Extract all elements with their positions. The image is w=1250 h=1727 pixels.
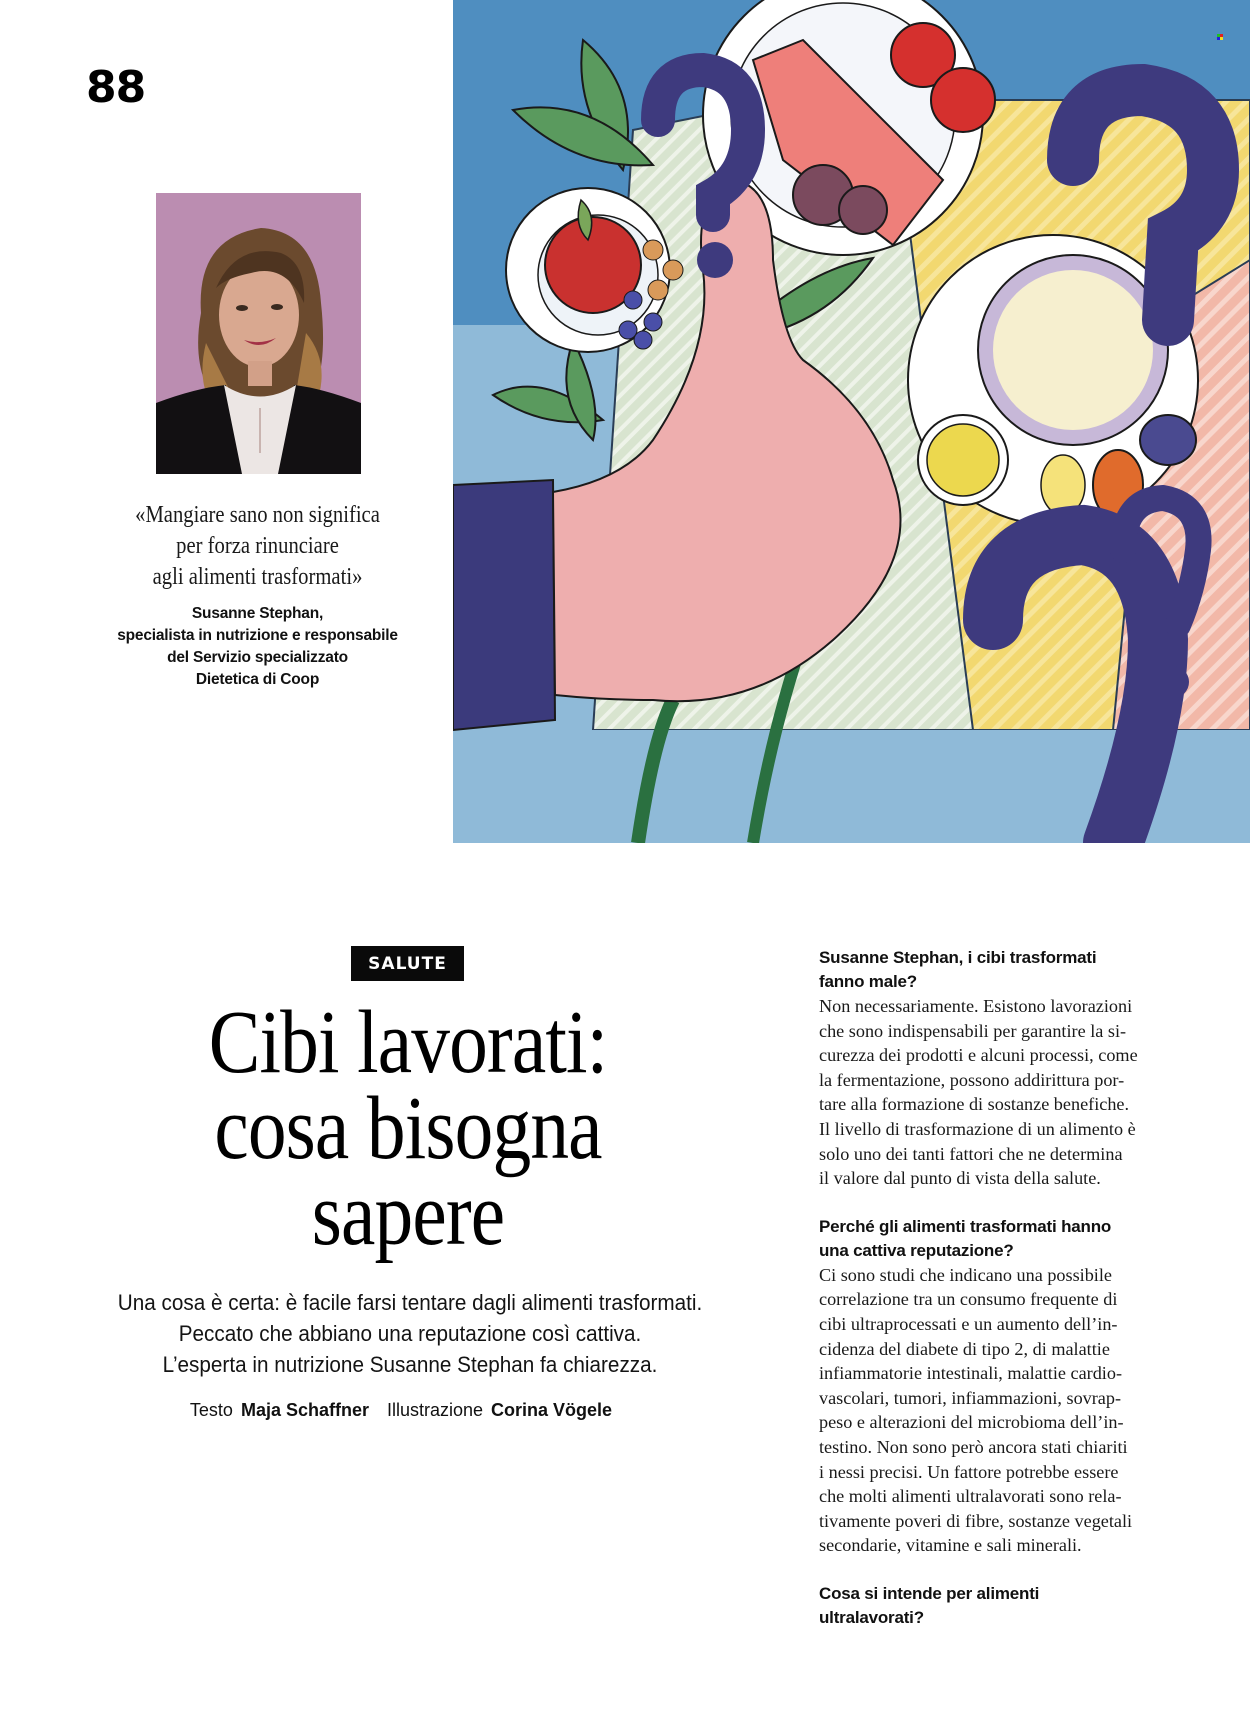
answer-line: vascolari, tumori, infiammazioni, sovrap- xyxy=(819,1387,1122,1408)
pull-quote xyxy=(113,500,401,593)
interview-answer xyxy=(819,1263,1164,1558)
illustration-credit-label: Illustrazione xyxy=(387,1400,484,1420)
page-number: 88 xyxy=(86,62,146,113)
category-badge: SALUTE xyxy=(351,946,464,981)
caption-line: del Servizio specializzato xyxy=(167,649,348,666)
lead-line: Peccato che abbiano una reputazione così cattiva. xyxy=(178,1321,642,1346)
answer-line: secondarie, vitamine e sali minerali. xyxy=(819,1535,1082,1556)
hero-illustration xyxy=(453,0,1250,843)
caption-line: Susanne Stephan, xyxy=(191,605,324,622)
illustration-credit-author: Corina Vögele xyxy=(491,1400,613,1420)
answer-line: cidenza del diabete di tipo 2, di malattie xyxy=(819,1338,1110,1359)
article-headline xyxy=(90,993,726,1264)
question-line: Perché gli alimenti trasformati hanno xyxy=(819,1216,1112,1236)
quote-line: «Mangiare sano non significa xyxy=(135,502,380,528)
caption-line: Dietetica di Coop xyxy=(195,671,320,688)
quote-line: per forza rinunciare xyxy=(176,533,339,559)
answer-line: Ci sono studi che indicano una possibile xyxy=(819,1264,1112,1285)
portrait-photo xyxy=(156,193,361,474)
answer-line: infiammatorie intestinali, malattie cardio- xyxy=(819,1363,1123,1384)
expert-caption xyxy=(90,603,425,691)
answer-line: tivamente poveri di fibre, sostanze vegetali xyxy=(819,1510,1133,1531)
text-credit-author: Maja Schaffner xyxy=(240,1400,369,1420)
lead-line: L’esperta in nutrizione Susanne Stephan fa chiarezza. xyxy=(162,1352,658,1377)
answer-line: la fermentazione, possono addirittura por- xyxy=(819,1069,1125,1090)
interview-item xyxy=(819,946,1164,1191)
text-credit-label: Testo xyxy=(189,1400,233,1420)
answer-line: curezza dei prodotti e alcuni processi, come xyxy=(819,1045,1138,1066)
question-line: Susanne Stephan, i cibi trasformati xyxy=(819,948,1097,967)
interview-question xyxy=(819,1582,1164,1630)
interview-answer xyxy=(819,994,1164,1191)
portrait-illustration xyxy=(156,193,361,474)
answer-line: che sono indispensabili per garantire la si- xyxy=(819,1020,1127,1041)
answer-line: peso e alterazioni del microbioma dell’in- xyxy=(819,1412,1124,1433)
answer-line: Il livello di trasformazione di un alimento è xyxy=(819,1118,1136,1139)
lead-line: Una cosa è certa: è facile farsi tentare dagli alimenti trasformati. xyxy=(117,1290,703,1315)
answer-line: i nessi precisi. Un fattore potrebbe essere xyxy=(819,1461,1119,1482)
interview-item xyxy=(819,1215,1164,1558)
caption-line: specialista in nutrizione e responsabile xyxy=(117,627,398,644)
answer-line: tare alla formazione di sostanze benefiche. xyxy=(819,1094,1130,1115)
headline-line: cosa bisogna xyxy=(214,1079,602,1178)
answer-line: cibi ultraprocessati e un aumento dell’in- xyxy=(819,1313,1118,1334)
question-line: una cattiva reputazione? xyxy=(819,1240,1014,1260)
headline-line: Cibi lavorati: xyxy=(208,993,608,1092)
answer-line: Non necessariamente. Esistono lavorazioni xyxy=(819,996,1133,1016)
interview-question xyxy=(819,946,1164,994)
answer-line: solo uno dei tanti fattori che ne determina xyxy=(819,1143,1123,1164)
interview-question xyxy=(819,1215,1164,1263)
food-thumbs-up-illustration xyxy=(453,0,1250,843)
headline-line: sapere xyxy=(311,1165,505,1264)
question-line: ultralavorati? xyxy=(819,1607,924,1627)
answer-line: che molti alimenti ultralavorati sono rela- xyxy=(819,1486,1122,1507)
answer-line: il valore dal punto di vista della salute. xyxy=(819,1168,1101,1189)
article-credits xyxy=(80,1400,740,1421)
question-line: fanno male? xyxy=(819,972,917,991)
question-line: Cosa si intende per alimenti xyxy=(819,1583,1040,1603)
interview-item xyxy=(819,1582,1164,1630)
quote-line: agli alimenti trasformati» xyxy=(152,564,363,590)
answer-line: correlazione tra un consumo frequente di xyxy=(819,1289,1118,1310)
article-lead xyxy=(80,1287,740,1380)
answer-line: testino. Non sono però ancora stati chiariti xyxy=(819,1436,1128,1457)
interview-column xyxy=(819,946,1164,1630)
